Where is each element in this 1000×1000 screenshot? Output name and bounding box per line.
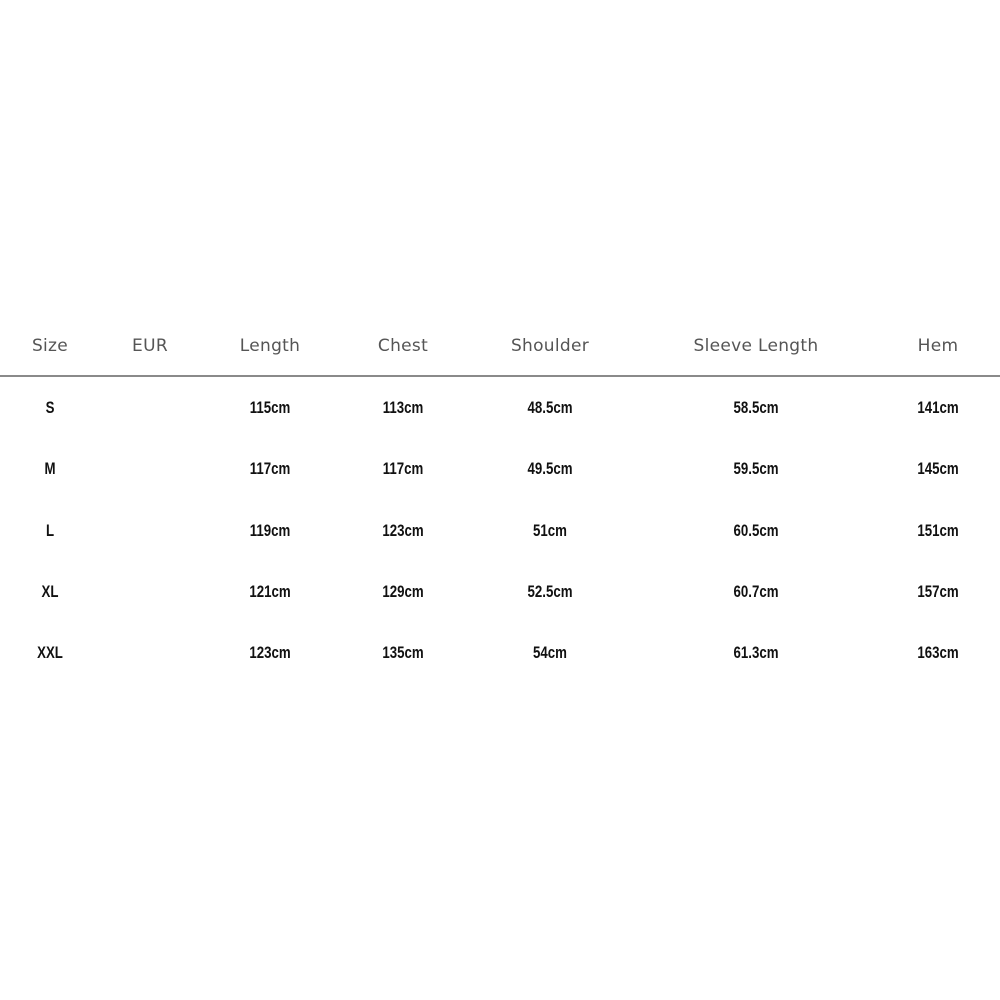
table-row <box>0 621 1000 682</box>
cell-shoulder: 49.5cm <box>527 459 573 479</box>
cell-length: 115cm <box>249 398 291 417</box>
size-chart-table <box>0 320 1000 682</box>
header-shoulder: Shoulder <box>510 336 590 356</box>
table-row <box>0 560 1000 621</box>
cell-sleeve-length: 61.3cm <box>733 643 779 663</box>
cell-hem: 145cm <box>917 459 959 479</box>
cell-size: XXL <box>37 643 63 663</box>
header-sleeve-length: Sleeve Length <box>693 336 819 356</box>
cell-chest: 117cm <box>382 459 424 479</box>
table-row <box>0 437 1000 498</box>
cell-hem: 157cm <box>917 581 959 601</box>
table-row <box>0 499 1000 560</box>
cell-chest: 135cm <box>382 643 424 663</box>
cell-chest: 129cm <box>382 581 424 601</box>
cell-length: 121cm <box>249 581 291 601</box>
header-length: Length <box>239 336 301 356</box>
cell-sleeve-length: 60.5cm <box>733 520 779 540</box>
header-size: Size <box>31 336 69 356</box>
cell-length: 119cm <box>249 520 291 540</box>
header-eur: EUR <box>132 336 168 356</box>
cell-shoulder: 52.5cm <box>527 581 573 601</box>
cell-length: 117cm <box>249 459 291 479</box>
cell-sleeve-length: 59.5cm <box>733 459 779 479</box>
cell-chest: 123cm <box>382 520 424 540</box>
cell-size: S <box>45 398 55 417</box>
header-chest: Chest <box>377 336 429 356</box>
cell-hem: 151cm <box>917 520 959 540</box>
table-body <box>0 376 1000 682</box>
cell-size: L <box>45 520 55 540</box>
cell-shoulder: 48.5cm <box>527 398 573 417</box>
cell-size: M <box>44 459 56 479</box>
cell-hem: 163cm <box>917 643 959 663</box>
cell-sleeve-length: 58.5cm <box>733 398 779 417</box>
table-header-row <box>0 320 1000 376</box>
cell-shoulder: 54cm <box>533 643 567 663</box>
cell-length: 123cm <box>249 643 291 663</box>
table-row <box>0 376 1000 437</box>
cell-shoulder: 51cm <box>533 520 567 540</box>
cell-hem: 141cm <box>917 398 959 417</box>
cell-sleeve-length: 60.7cm <box>733 581 779 601</box>
cell-chest: 113cm <box>382 398 424 417</box>
cell-size: XL <box>41 581 59 601</box>
header-hem: Hem <box>917 336 959 356</box>
